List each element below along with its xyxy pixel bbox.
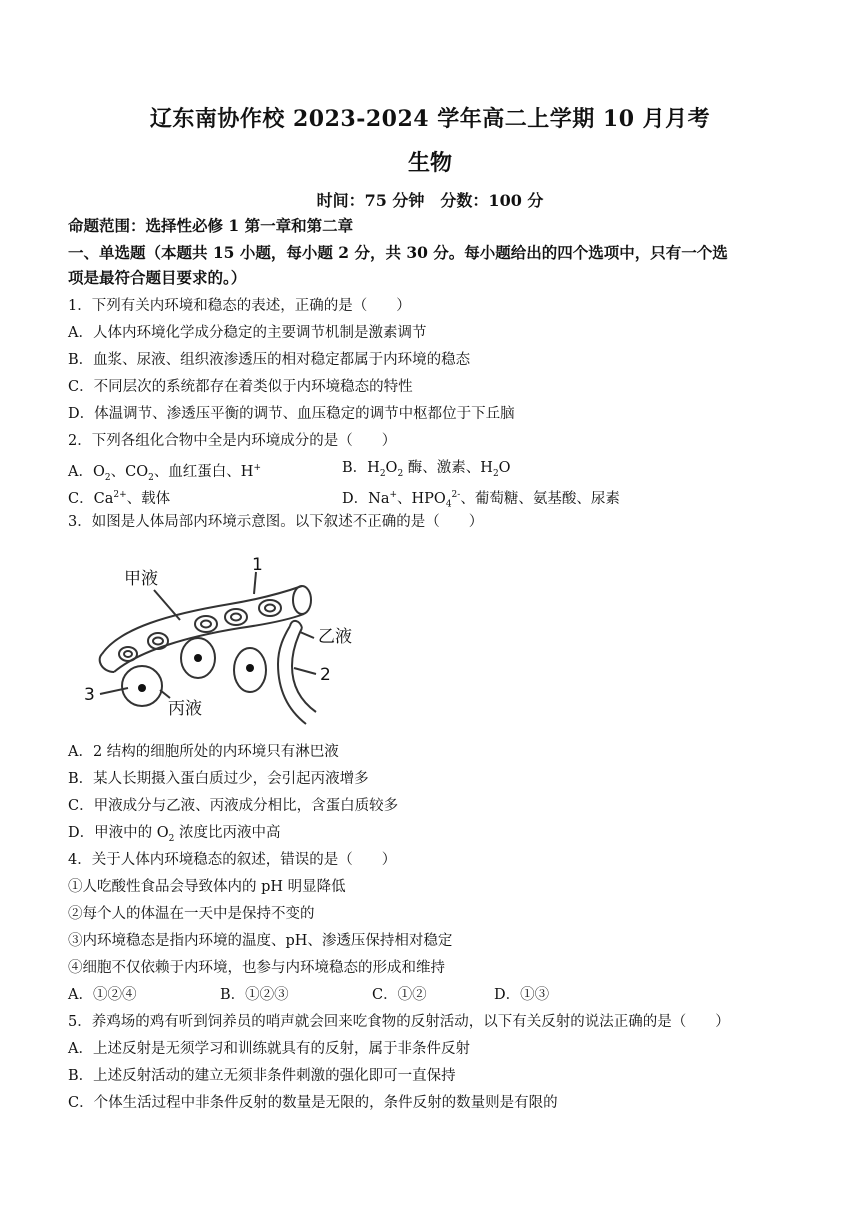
q1-option-a: A．人体内环境化学成分稳定的主要调节机制是激素调节 [68, 325, 427, 341]
lymph-vessel-tip [290, 621, 302, 628]
q2-row-cd [68, 485, 620, 510]
red-blood-cell-center [153, 638, 163, 645]
q4-option-b: B．①②③ [220, 987, 289, 1003]
red-blood-cell-center [124, 651, 132, 657]
q3-option-c: C．甲液成分与乙液、丙液成分相比，含蛋白质较多 [68, 798, 399, 814]
section-heading-line1: 一、单选题（本题共 15 小题，每小题 2 分，共 30 分。每小题给出的四个选项中，只有一个选 [68, 243, 728, 262]
subject-title: 生物 [407, 150, 452, 176]
label-2: 2 [320, 665, 331, 685]
capillary-opening [293, 586, 311, 614]
section-heading-line2: 项是最符合题目要求的。） [68, 268, 247, 287]
q1-option-d: D．体温调节、渗透压平衡的调节、血压稳定的调节中枢都位于下丘脑 [68, 406, 515, 422]
red-blood-cell [119, 647, 137, 661]
q5-option-c: C．个体生活过程中非条件反射的数量是无限的，条件反射的数量则是有限的 [68, 1095, 558, 1111]
nucleus [138, 684, 146, 692]
exam-title: 辽东南协作校 2023-2024 学年高二上学期 10 月月考 [149, 106, 711, 132]
q4-stem: 4．关于人体内环境稳态的叙述，错误的是（ ） [68, 852, 397, 868]
q1-option-b: B．血浆、尿液、组织液渗透压的相对稳定都属于内环境的稳态 [68, 352, 471, 368]
capillary-upper-wall [102, 586, 302, 654]
label-yi: 乙液 [318, 627, 352, 647]
q2-option-a: A．$O_2$、$CO_2$、血红蛋白、H+ [68, 463, 262, 483]
red-blood-cell [225, 609, 247, 625]
q4-statement-2: ②每个人的体温在一天中是保持不变的 [68, 906, 315, 922]
label-bing-pointer [160, 690, 170, 698]
label-2-pointer [294, 668, 316, 674]
nucleus [194, 654, 202, 662]
q2-row-ab [68, 458, 511, 488]
red-blood-cell [259, 600, 281, 616]
q4-option-a: A．①②④ [68, 987, 137, 1003]
q3-option-b: B．某人长期摄入蛋白质过少，会引起丙液增多 [68, 771, 369, 787]
q1-stem: 1．下列有关内环境和稳态的表述，正确的是（ ） [68, 298, 411, 314]
red-blood-cell-center [265, 605, 275, 612]
q1-option-c: C．不同层次的系统都存在着类似于内环境稳态的特性 [68, 379, 413, 395]
q4-statement-3: ③内环境稳态是指内环境的温度、pH、渗透压保持相对稳定 [68, 933, 453, 949]
label-jia-pointer [154, 590, 180, 620]
q4-statement-4: ④细胞不仅依赖于内环境，也参与内环境稳态的形成和维持 [68, 960, 445, 976]
q2-option-d: D．Na+、$HPO_4^{2-}$、葡萄糖、氨基酸、尿素 [342, 490, 620, 510]
q2-option-b: B．$H_2O_2$ 酶、激素、$H_2O$ [342, 460, 511, 479]
q3-stem: 3．如图是人体局部内环境示意图。以下叙述不正确的是（ ） [68, 514, 484, 530]
label-bing: 丙液 [168, 699, 202, 719]
capillary-left-end [100, 654, 114, 672]
q4-statement-1: ①人吃酸性食品会导致体内的 pH 明显降低 [68, 879, 346, 895]
q4-option-c: C．①② [372, 987, 427, 1003]
label-1-pointer [254, 572, 256, 594]
internal-environment-figure [80, 548, 370, 738]
scope-line: 命题范围：选择性必修 1 第一章和第二章 [68, 216, 354, 235]
q5-option-b: B．上述反射活动的建立无须非条件刺激的强化即可一直保持 [68, 1068, 456, 1084]
q5-stem: 5．养鸡场的鸡有听到饲养员的哨声就会回来吃食物的反射活动，以下有关反射的说法正确的是（ ） [68, 1014, 730, 1030]
q4-option-d: D．①③ [494, 987, 550, 1003]
red-blood-cell-center [231, 614, 241, 621]
q5-option-a: A．上述反射是无须学习和训练就具有的反射，属于非条件反射 [68, 1041, 470, 1057]
red-blood-cell [148, 633, 168, 649]
q2-stem: 2．下列各组化合物中全是内环境成分的是（ ） [68, 433, 397, 449]
red-blood-cell-center [201, 621, 211, 628]
label-1: 1 [252, 555, 263, 575]
q3-option-a: A．2 结构的细胞所处的内环境只有淋巴液 [68, 744, 339, 760]
red-blood-cell [195, 616, 217, 632]
exam-meta: 时间：75 分钟 分数：100 分 [316, 191, 544, 210]
label-3: 3 [84, 685, 95, 705]
label-jia: 甲液 [124, 569, 158, 589]
label-yi-pointer [300, 632, 314, 638]
q3-option-d: D．甲液中的 $O_2$ 浓度比丙液中高 [68, 825, 281, 844]
nucleus [246, 664, 254, 672]
q2-option-c: C．$Ca^{2+}$、载体 [68, 490, 171, 507]
